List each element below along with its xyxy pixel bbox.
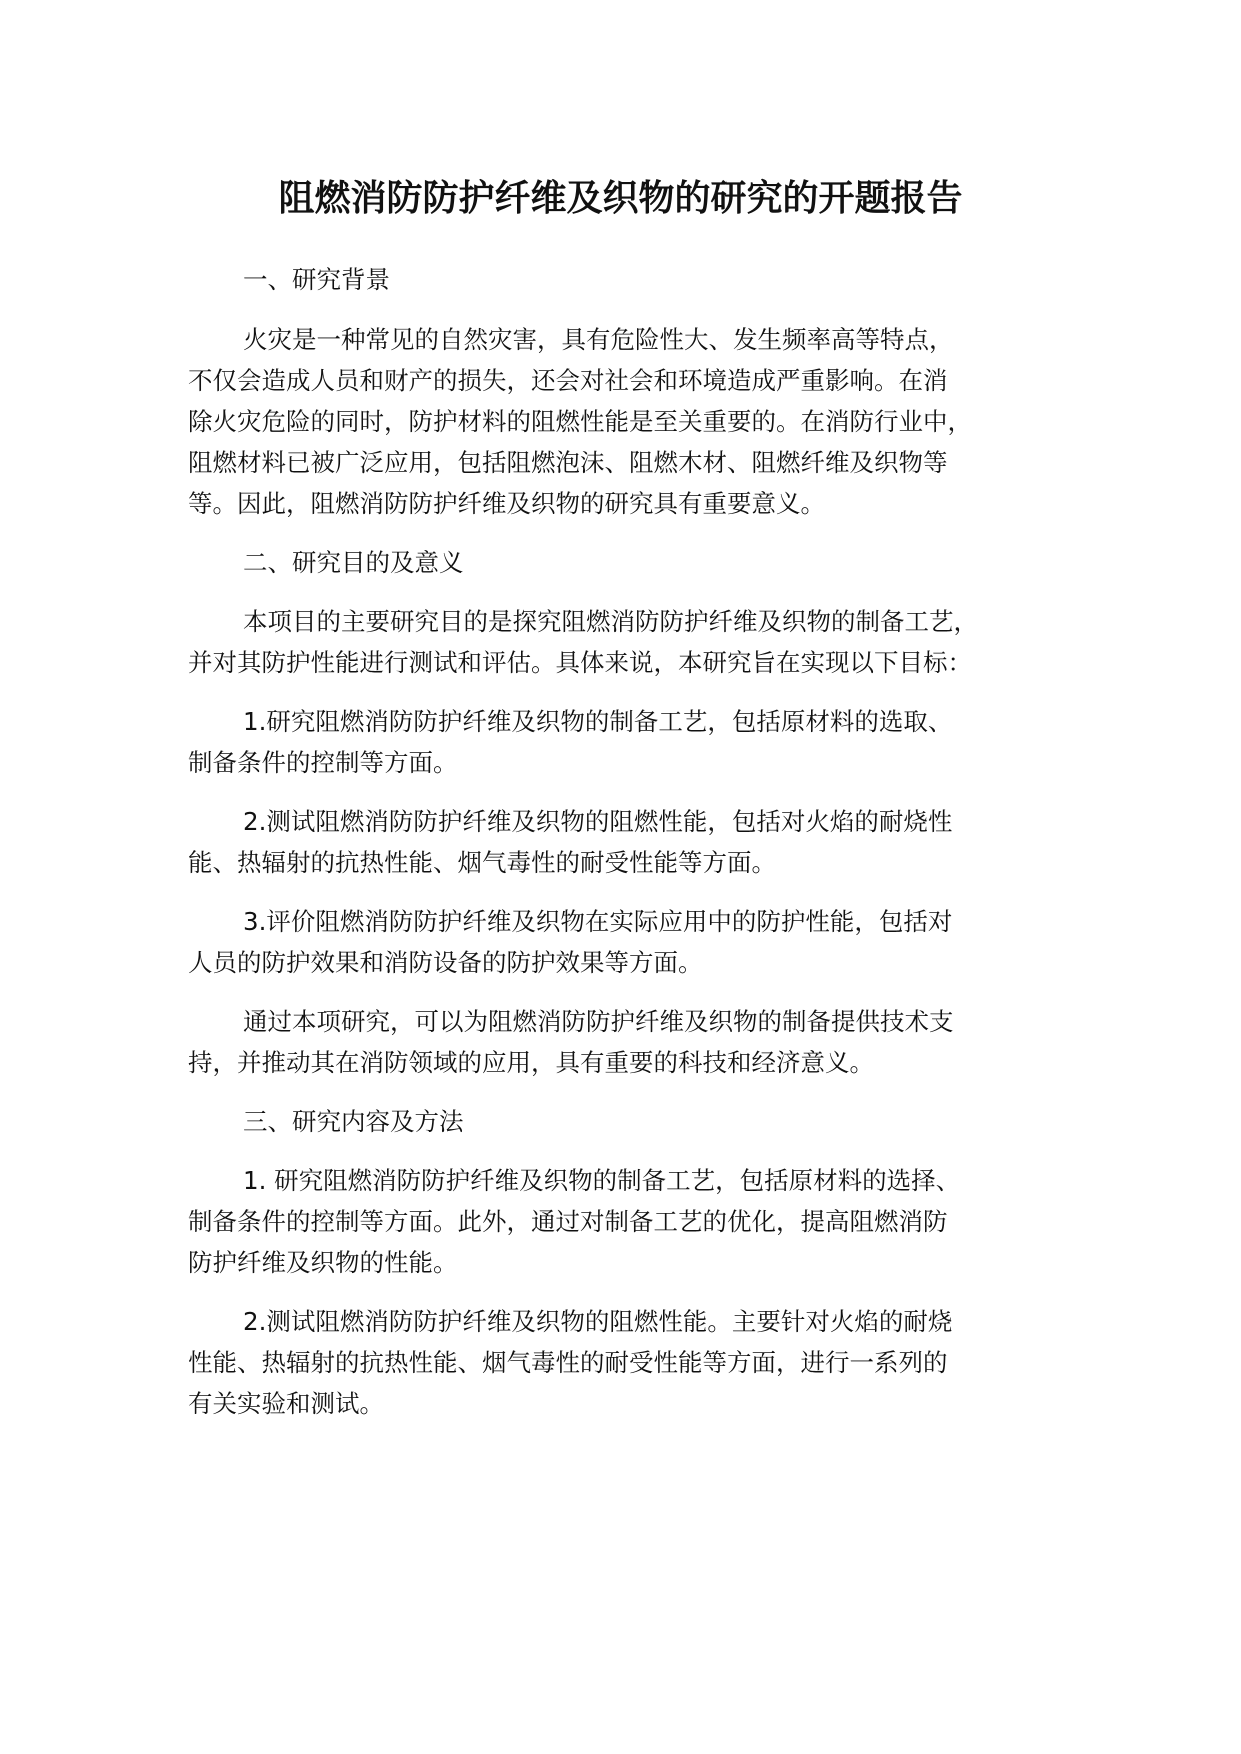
document-title: 阻燃消防防护纤维及织物的研究的开题报告: [278, 178, 963, 219]
paragraph-line: 本项目的主要研究目的是探究阻燃消防防护纤维及织物的制备工艺，: [243, 607, 978, 636]
list-item-line: 1. 研究阻燃消防防护纤维及织物的制备工艺，包括原材料的选择、: [243, 1166, 961, 1195]
list-item-line: 有关实验和测试。: [188, 1389, 384, 1418]
list-item-line: 人员的防护效果和消防设备的防护效果等方面。: [188, 948, 703, 977]
paragraph-line: 不仅会造成人员和财产的损失，还会对社会和环境造成严重影响。在消: [188, 366, 948, 395]
list-item-line: 2.测试阻燃消防防护纤维及织物的阻燃性能。主要针对火焰的耐烧: [243, 1307, 953, 1336]
paragraph-line: 通过本项研究，可以为阻燃消防防护纤维及织物的制备提供技术支: [243, 1007, 954, 1036]
paragraph-line: 除火灾危险的同时，防护材料的阻燃性能是至关重要的。在消防行业中，: [188, 407, 972, 436]
list-item-line: 性能、热辐射的抗热性能、烟气毒性的耐受性能等方面，进行一系列的: [188, 1348, 948, 1377]
paragraph-line: 持，并推动其在消防领域的应用，具有重要的科技和经济意义。: [188, 1048, 874, 1077]
list-item-line: 能、热辐射的抗热性能、烟气毒性的耐受性能等方面。: [188, 848, 776, 877]
list-item-line: 防护纤维及织物的性能。: [188, 1248, 458, 1277]
paragraph-line: 等。因此，阻燃消防防护纤维及织物的研究具有重要意义。: [188, 489, 825, 518]
paragraph-line: 阻燃材料已被广泛应用，包括阻燃泡沫、阻燃木材、阻燃纤维及织物等: [188, 448, 948, 477]
list-item-line: 1.研究阻燃消防防护纤维及织物的制备工艺，包括原材料的选取、: [243, 707, 953, 736]
section-heading-purpose: 二、研究目的及意义: [243, 548, 464, 577]
paragraph-line: 火灾是一种常见的自然灾害，具有危险性大、发生频率高等特点，: [243, 325, 954, 354]
section-heading-methods: 三、研究内容及方法: [243, 1107, 464, 1136]
list-item-line: 2.测试阻燃消防防护纤维及织物的阻燃性能，包括对火焰的耐烧性: [243, 807, 953, 836]
list-item-line: 制备条件的控制等方面。: [188, 748, 458, 777]
list-item-line: 制备条件的控制等方面。此外，通过对制备工艺的优化，提高阻燃消防: [188, 1207, 948, 1236]
paragraph-line: 并对其防护性能进行测试和评估。具体来说，本研究旨在实现以下目标：: [188, 648, 972, 677]
section-heading-background: 一、研究背景: [243, 265, 390, 294]
list-item-line: 3.评价阻燃消防防护纤维及织物在实际应用中的防护性能，包括对: [243, 907, 953, 936]
